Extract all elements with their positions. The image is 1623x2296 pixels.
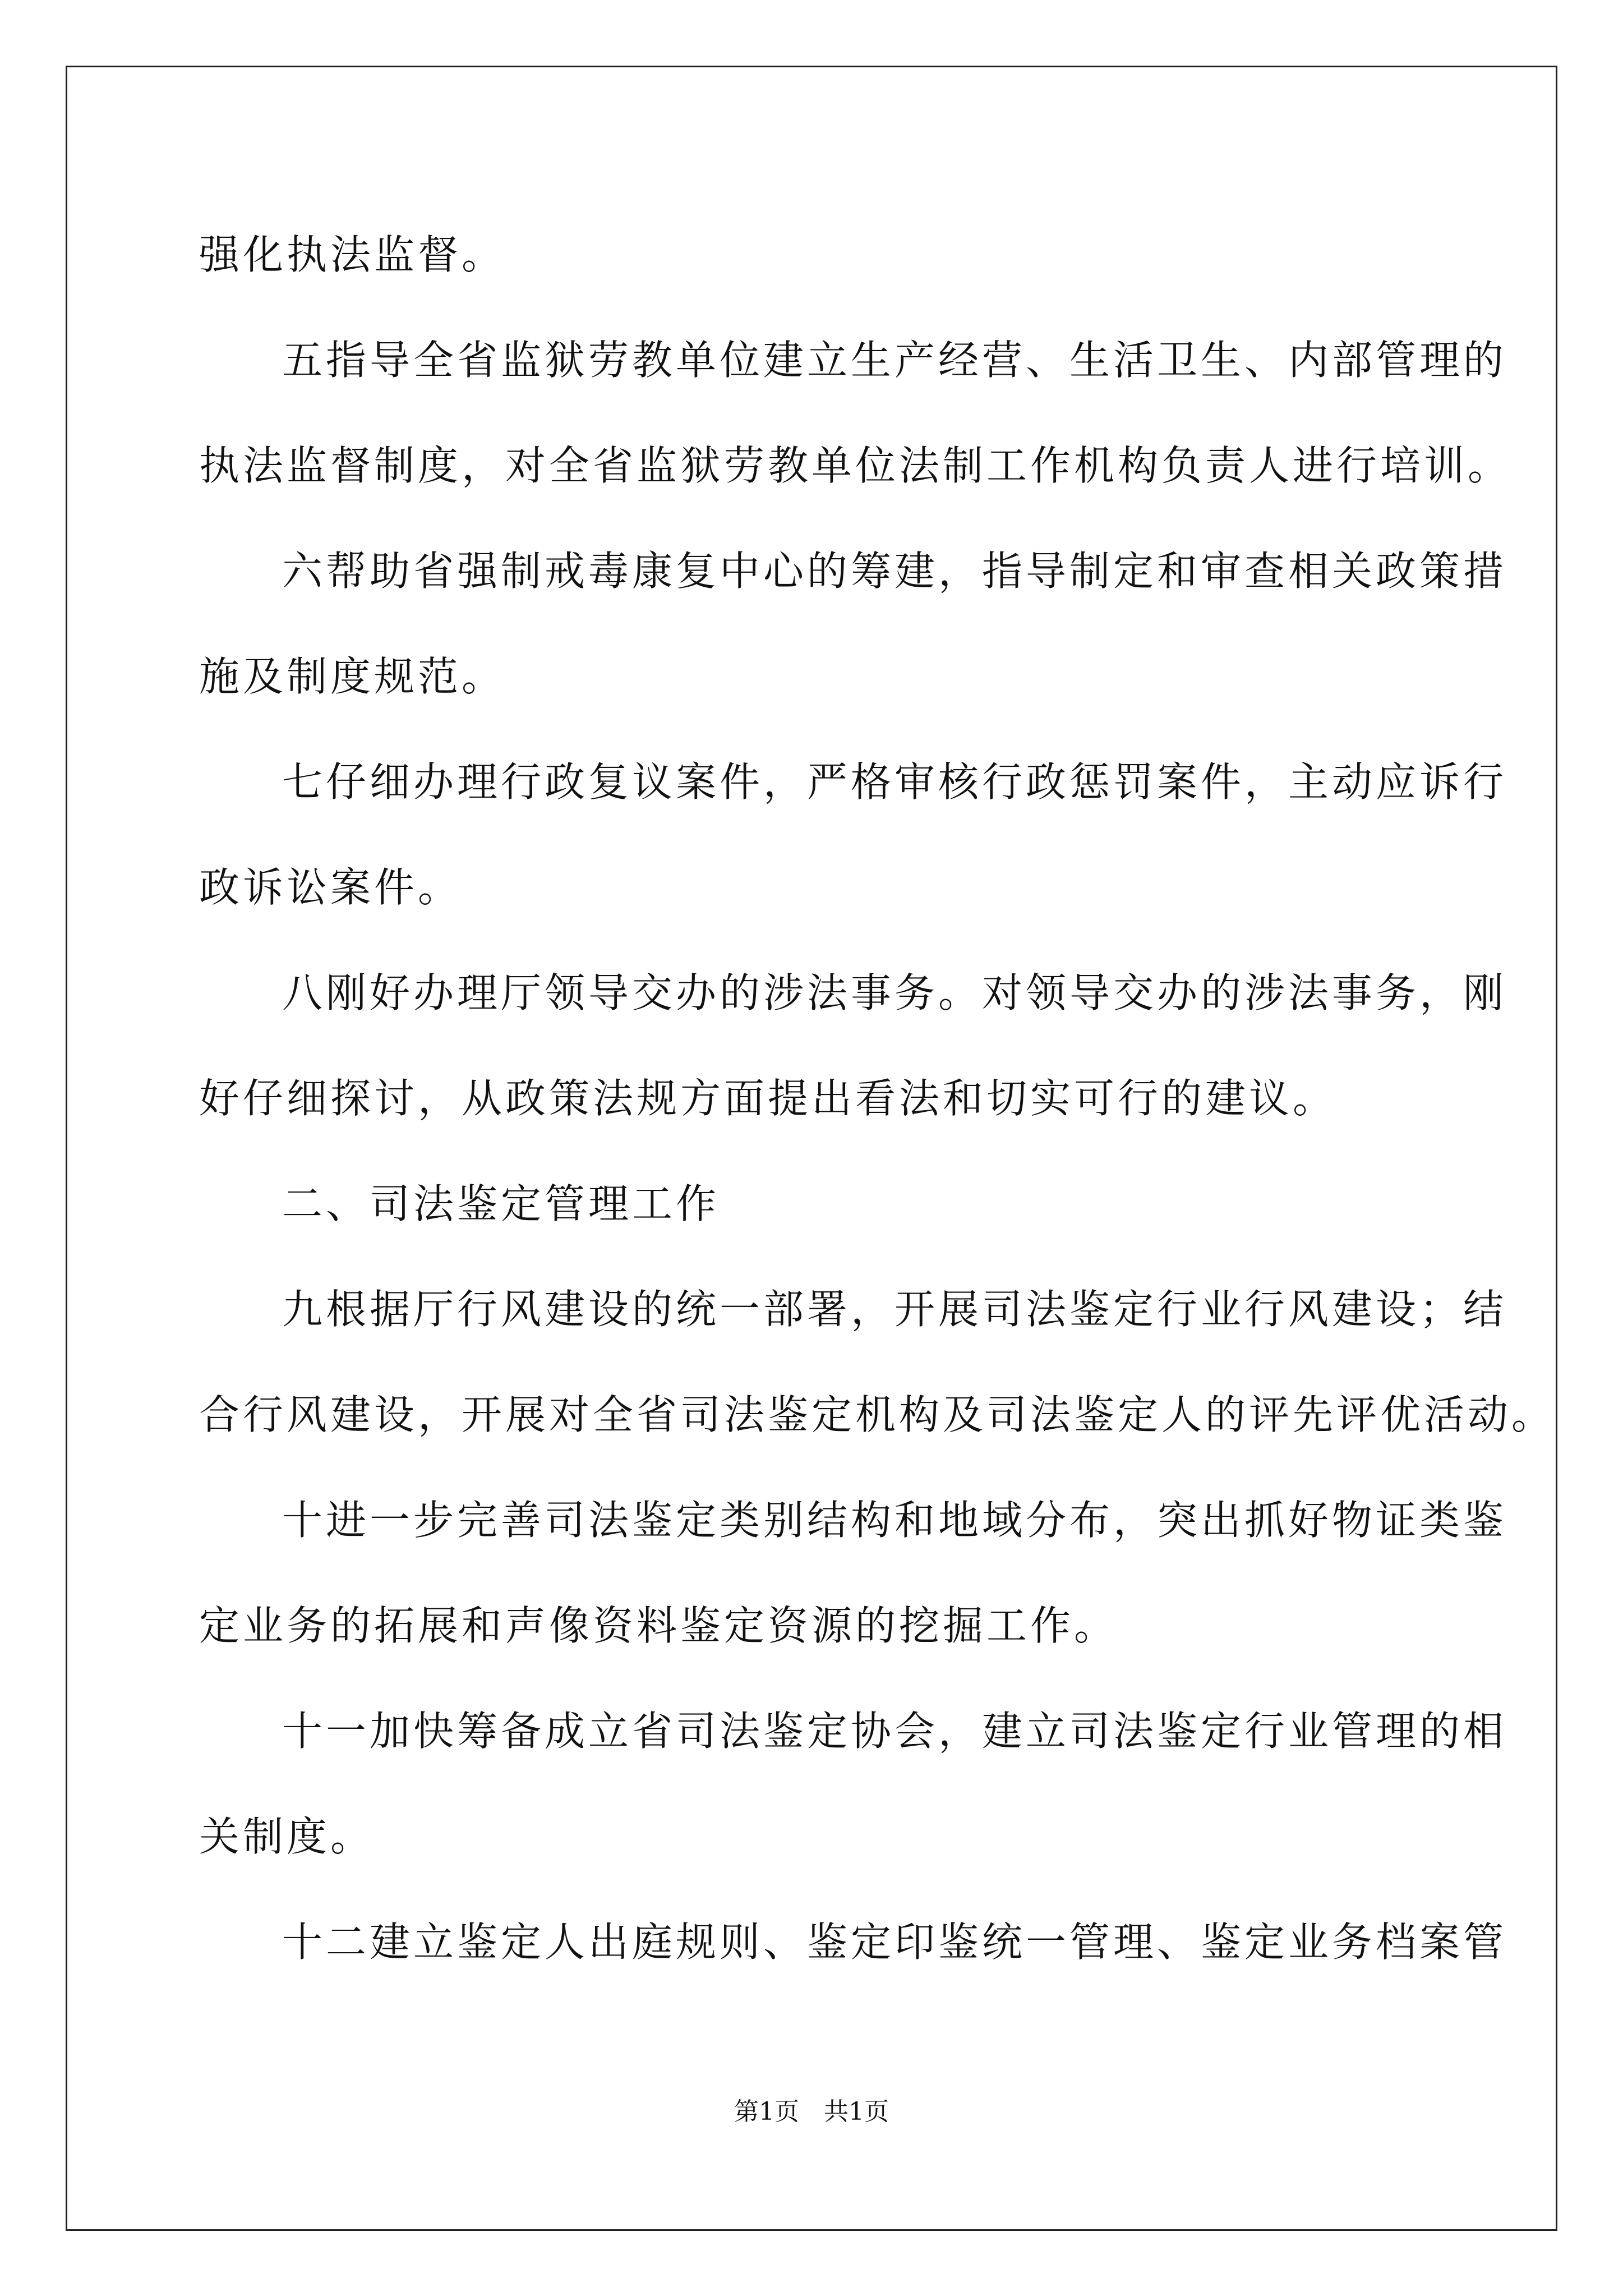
text-line: 关制度。: [199, 1813, 375, 1860]
text-line: 好仔细探讨，从政策法规方面提出看法和切实可行的建议。: [199, 1075, 1337, 1122]
page-footer: 第1页 共1页: [734, 2097, 889, 2126]
text-line: 十一加快筹备成立省司法鉴定协会，建立司法鉴定行业管理的相: [282, 1708, 1507, 1755]
document-body: [199, 202, 1556, 1995]
text-line: 执法监督制度，对全省监狱劳教单位法制工作机构负责人进行培训。: [199, 442, 1512, 489]
text-line: 七仔细办理行政复议案件，严格审核行政惩罚案件，主动应诉行: [282, 758, 1507, 806]
text-line: 九根据厅行风建设的统一部署，开展司法鉴定行业行风建设；结: [282, 1286, 1507, 1333]
text-line: 施及制度规范。: [199, 653, 506, 700]
text-line: 八刚好办理厅领导交办的涉法事务。对领导交办的涉法事务，刚: [282, 969, 1507, 1016]
text-line: 十二建立鉴定人出庭规则、鉴定印鉴统一管理、鉴定业务档案管: [282, 1918, 1507, 1966]
text-line: 强化执法监督。: [199, 231, 506, 278]
text-line: 十进一步完善司法鉴定类别结构和地域分布，突出抓好物证类鉴: [282, 1497, 1507, 1544]
section-heading: 二、司法鉴定管理工作: [282, 1180, 720, 1227]
text-line: 定业务的拓展和声像资料鉴定资源的挖掘工作。: [199, 1602, 1118, 1649]
text-line: 六帮助省强制戒毒康复中心的筹建，指导制定和审查相关政策措: [282, 547, 1507, 595]
text-line: 五指导全省监狱劳教单位建立生产经营、生活卫生、内部管理的: [282, 337, 1507, 384]
text-line: 合行风建设，开展对全省司法鉴定机构及司法鉴定人的评先评优活动。: [199, 1391, 1556, 1438]
text-line: 政诉讼案件。: [199, 864, 462, 911]
